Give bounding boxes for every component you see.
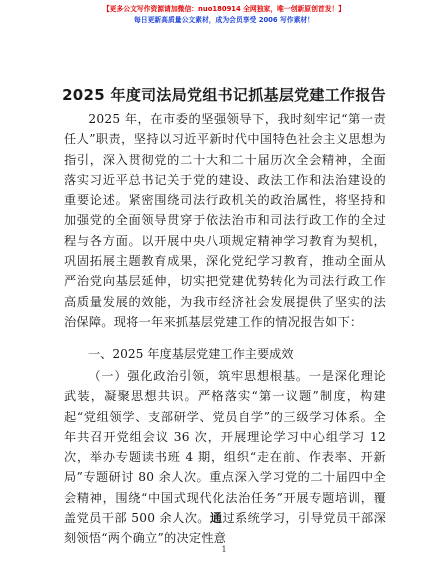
promo-banner-line-2: 每日更新高质量公文素材，成为会员享受 2006 写作素材！ (134, 16, 314, 24)
paragraph-section-1-bold-text: 通 (209, 511, 223, 526)
paragraph-section-1 (64, 366, 386, 549)
document-title: 2025 年度司法局党组书记抓基层党建工作报告 (62, 86, 386, 104)
promo-banner (0, 4, 448, 26)
section-heading-1: 一、2025 年度基层党建工作主要成效 (88, 347, 294, 361)
paragraph-intro: 2025 年，在市委的坚强领导下，我时刻牢记“第一责任人”职责，坚持以习近平新时代中国特色社会主义思想为指引，深入贯彻党的二十大和二十届历次全会精神，全面落实习近平总书记关于党的建设、政法工作和法治建设的重要论述。紧密围绕司法行政机关的政治属性，将坚持和加强党的全面领导贯穿于依法治市和司法行政工作的全过程与各方面。以开展中央八项规定精神学习教育为契机，巩固拓展主题教育成果，深化党纪学习教育，推动全面从严治党向基层延伸，切实把党建优势转化为司法行政工作高质量发展的效能，为我市经济社会发展提供了坚实的法治保障。现将一年来抓基层党建工作的情况报告如下： (64, 112, 386, 329)
promo-banner-line-1: 【更多公文写作资源请加微信：nuo180914 全网独家，唯一创新原创首发！】 (102, 5, 346, 13)
page-number: 1 (221, 545, 227, 554)
paragraph-section-1-tail: 过系统学习，引导党员干部深刻领悟“两个确立”的决定性意 (64, 511, 387, 546)
paragraph-section-1-text: （一）强化政治引领，筑牢思想根基。一是深化理论武装，凝聚思想共识。严格落实“第一议题”制度，构建起“党组领学、支部研学、党员自学”的三级学习体系。全年共召开党组会议 36 次，开展理论学习中心组学习 12 次，举办专题读书班 4 期，组织“走在前、作表率、开新局”专题研讨 80 余人次。重点深入学习党的二十届四中全会精神，围绕“中国式现代化法治任务”开展专题培训，覆盖党员干部 500 余人次。 (64, 369, 386, 526)
